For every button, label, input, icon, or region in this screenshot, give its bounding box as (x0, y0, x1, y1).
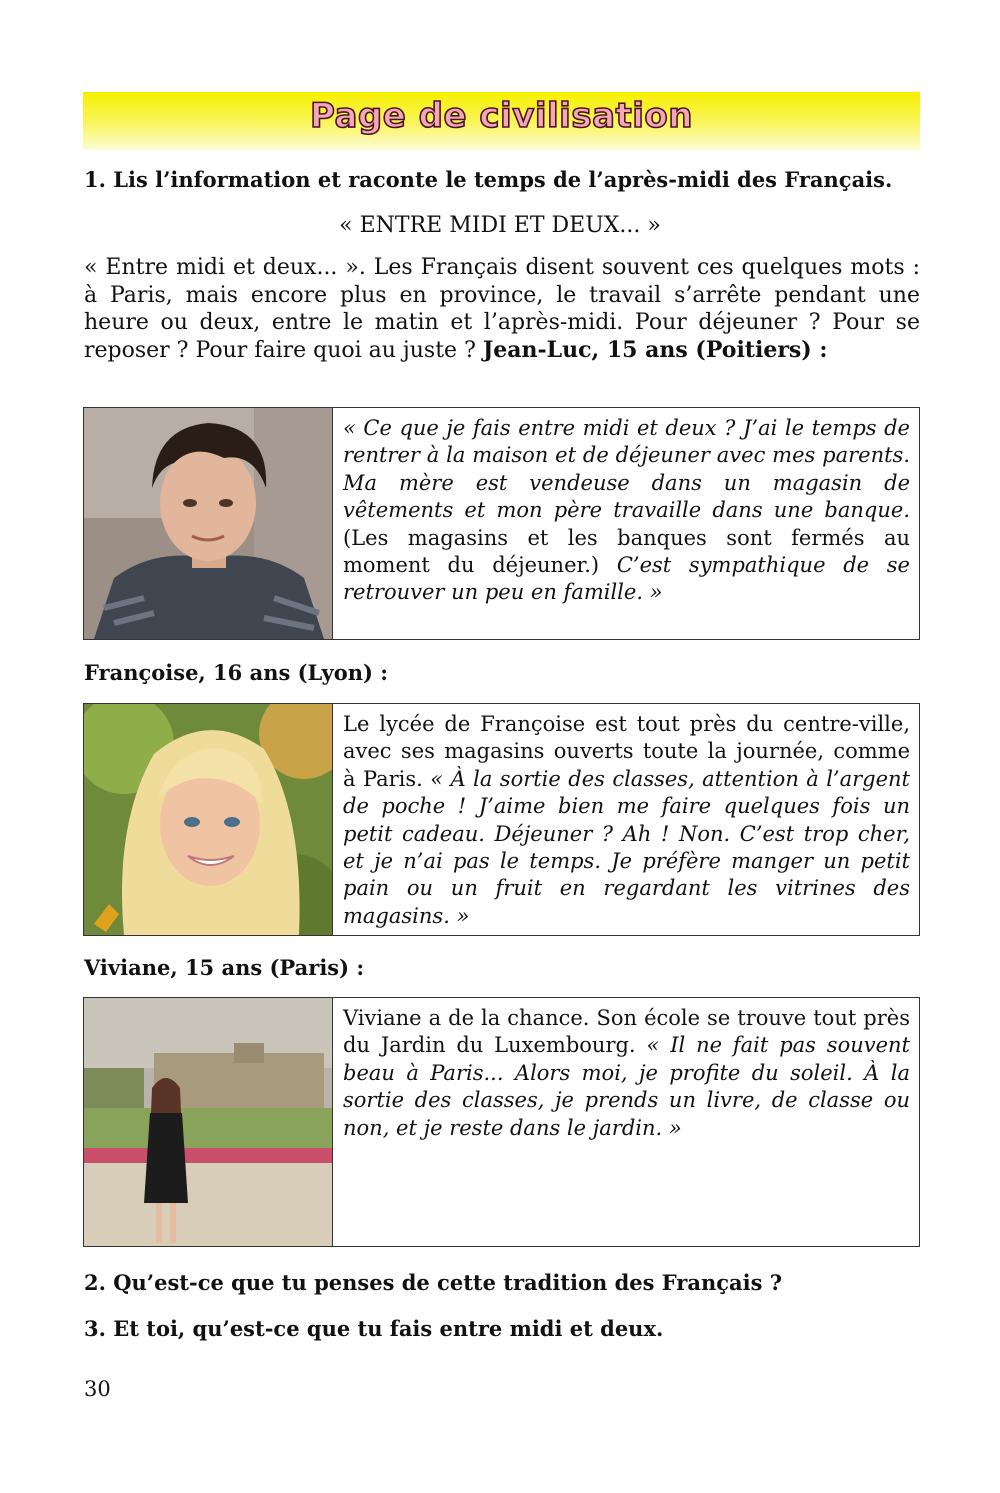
jean-luc-quote-1: « Ce que je fais entre midi et deux ? J’ai le temps de rentrer à la maison et de déjeuner avec mes parents. Ma mère est vendeuse dans un magasin de vêtements et mon père travaille dans une banque. (343, 416, 910, 523)
speaker-jean-luc: Jean-Luc, 15 ans (Poitiers) : (482, 336, 828, 363)
francoise-text (343, 711, 910, 930)
section-subtitle: « ENTRE MIDI ET DEUX... » (339, 213, 661, 238)
intro-text: « Entre midi et deux... ». Les Français disent souvent ces quelques mots : à Paris, mais encore plus en province, le travail s’arrête pendant une heure ou deux, entre le matin et l’après-midi. Pour déjeuner ? Pour se reposer ? Pour faire quoi au juste ? (84, 255, 920, 363)
jean-luc-photo (84, 408, 333, 639)
viviane-plain: Viviane a de la chance. Son école se trouve tout près du Jardin du Luxembourg. (343, 1006, 910, 1058)
viviane-card (83, 997, 920, 1247)
viviane-quote: « Il ne fait pas souvent beau à Paris... Alors moi, je profite du soleil. À la sortie des classes, je prends un livre, de classe ou non, et je reste dans le jardin. » (343, 1033, 910, 1140)
francoise-photo (84, 704, 333, 935)
jean-luc-card (83, 407, 920, 640)
intro-paragraph (84, 254, 920, 364)
viviane-photo (84, 998, 333, 1246)
jean-luc-plain: (Les magasins et les banques sont fermés au moment du déjeuner.) (343, 525, 910, 578)
francoise-plain: Le lycée de Françoise est tout près du centre-ville, avec ses magasins ouverts toute la journée, comme à Paris. (343, 712, 910, 791)
question-3: 3. Et toi, qu’est-ce que tu fais entre midi et deux. (84, 1316, 664, 1341)
question-1: 1. Lis l’information et raconte le temps de l’après-midi des Français. (84, 167, 893, 192)
page-number: 30 (84, 1377, 111, 1401)
viviane-text (343, 1005, 910, 1142)
francoise-card (83, 703, 920, 936)
jean-luc-quote-2: C’est sympathique de se retrouver un peu en famille. » (343, 553, 910, 605)
speaker-viviane: Viviane, 15 ans (Paris) : (84, 955, 365, 980)
question-2: 2. Qu’est-ce que tu penses de cette tradition des Français ? (84, 1270, 783, 1295)
francoise-quote: « À la sortie des classes, attention à l’argent de poche ! J’aime bien me faire quelques fois un petit cadeau. Déjeuner ? Ah ! Non. C’est trop cher, et je n’ai pas le temps. Je préfère manger un petit pain ou un fruit en regardant les vitrines des magasins. » (343, 766, 910, 928)
speaker-francoise: Françoise, 16 ans (Lyon) : (84, 660, 389, 685)
jean-luc-text (343, 415, 910, 607)
title-banner (83, 92, 920, 150)
page-title: Page de civilisation (309, 96, 693, 136)
